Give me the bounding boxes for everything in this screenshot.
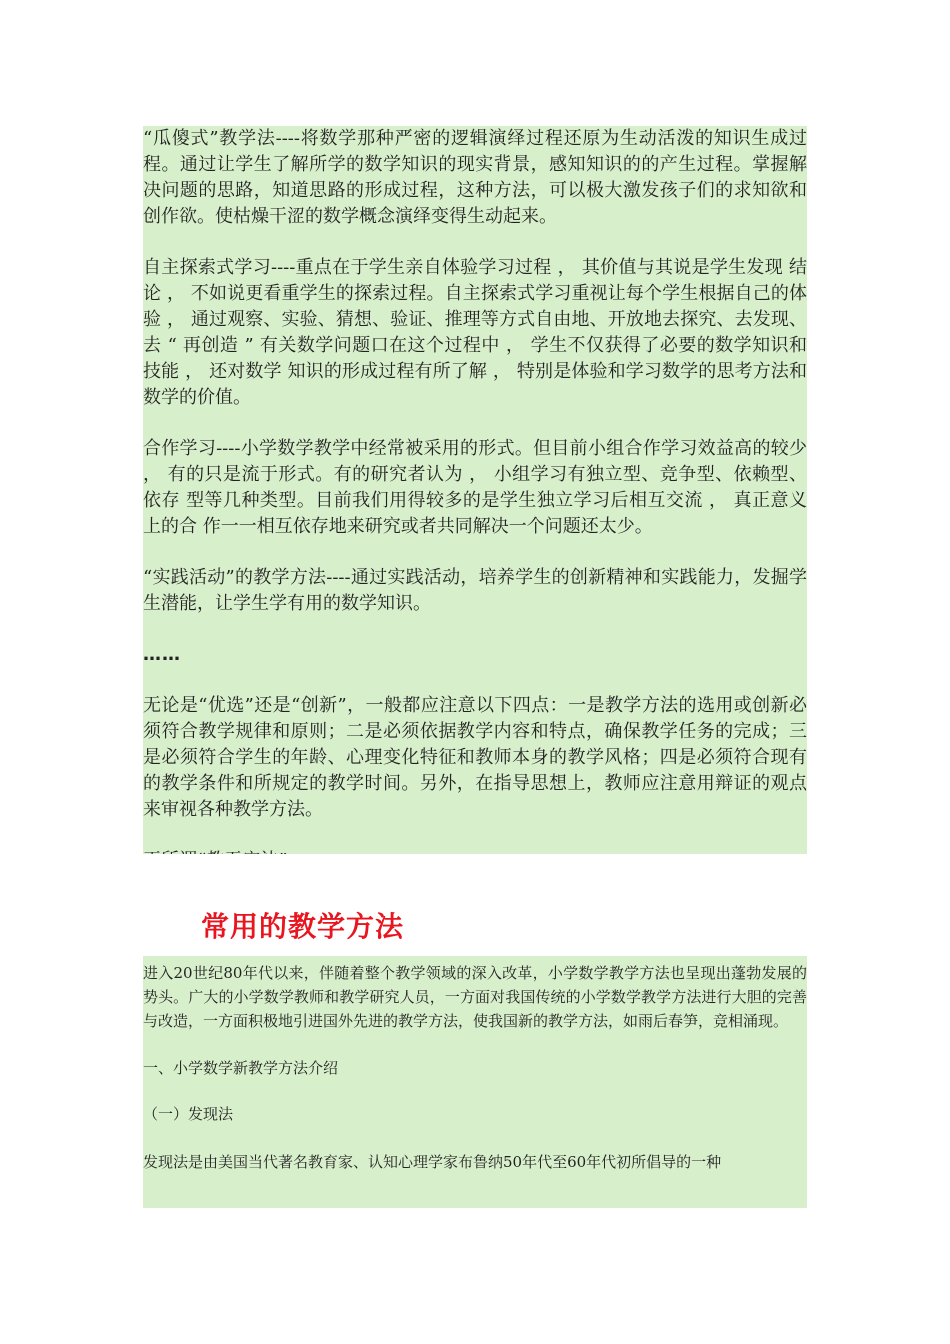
paragraph-guashashi-method: “瓜傻式”教学法----将数学那种严密的逻辑演绎过程还原为生动活泼的知识生成过程。通过让学生了解所学的数学知识的现实背景，感知知识的的产生过程。掌握解决问题的思路，知道思路的形成过程，这种方法，可以极大激发孩子们的求知欲和创作欲。使枯燥干涩的数学概念演绎变得生动起来。 (143, 128, 807, 227)
discovery-method-paragraph: 发现法是由美国当代著名教育家、认知心理学家布鲁纳50年代至60年代初所倡导的一种 (143, 1153, 722, 1171)
heading-row (143, 854, 807, 956)
paragraph-cooperative-learning: 合作学习----小学数学教学中经常被采用的形式。但目前小组合作学习效益高的较少 ， 有的只是流于形式。有的研究者认为 ， 小组学习有独立型、竞争型、依赖型、依存 型等几种类型。目前我们用得较多的是学生独立学习后相互交流 ， 真正意义上的合 作一一相互依存地来研究或者共同解决一个问题还太少。 (143, 438, 807, 537)
highlighted-text-block-2 (143, 956, 807, 1208)
subheading-discovery-method: （一）发现法 (143, 1105, 234, 1123)
intro-paragraph: 进入20世纪80年代以来，伴随着整个教学领域的深入改革，小学数学教学方法也呈现出蓬勃发展的势头。广大的小学数学教师和教学研究人员，一方面对我国传统的小学数学教学方法进行大胆的完善与改造，一方面积极地引进国外先进的教学方法，使我国新的教学方法，如雨后春笋，竞相涌现。 (143, 964, 807, 1030)
paragraph-autonomous-exploration: 自主探索式学习----重点在于学生亲自体验学习过程 ， 其价值与其说是学生发现 结论 ， 不如说更看重学生的探索过程。自主探索式学习重视让每个学生根据自己的体 验 ， 通过观察、实验、猜想、验证、推理等方式自由地、开放地去探究、去发现、去 “ 再创造 ” 有关数学问题口在这个过程中 ， 学生不仅获得了必要的数学知识和技能 ， 还对数学 知识的形成过程有所了解 ， 特别是体验和学习数学的思考方法和数学的价值。 (143, 257, 807, 408)
section-heading: 常用的教学方法 (201, 910, 405, 943)
subheading-new-methods: 一、小学数学新教学方法介绍 (143, 1059, 339, 1077)
highlighted-text-block (143, 126, 807, 854)
paragraph-four-points: 无论是“优选”还是“创新”，一般都应注意以下四点：一是教学方法的选用或创新必须符合教学规律和原则；二是必须依据教学内容和特点，确保教学任务的完成；三是必须符合学生的年龄、心理变化特征和教师本身的教学风格；四是必须符合现有的教学条件和所规定的教学时间。另外，在指导思想上，教师应注意用辩证的观点来审视各种教学方法。 (143, 695, 807, 820)
paragraph-practice-activity: “实践活动”的教学方法----通过实践活动，培养学生的创新精神和实践能力，发掘学生潜能，让学生学有用的数学知识。 (143, 567, 807, 614)
ellipsis-line: …… (143, 644, 181, 665)
